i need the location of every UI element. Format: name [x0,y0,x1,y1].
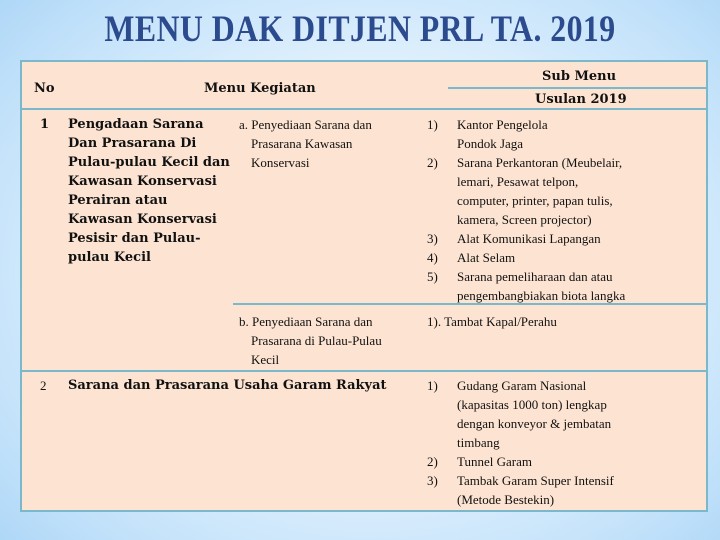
menu-table [20,60,708,512]
item-line: Pondok Jaga [457,136,524,151]
menu-line: Dan Prasarana Di [68,136,197,151]
item-number: 1). [427,314,442,329]
list-item [427,115,707,153]
row-1-sub-b-items [427,312,707,331]
header-menu-kegiatan: Menu Kegiatan [204,81,316,96]
menu-line: Kawasan Konservasi [68,212,217,227]
item-number: 5) [427,269,438,284]
item-line: Alat Komunikasi Lapangan [457,231,601,246]
item-line: Tambat Kapal/Perahu [444,314,557,329]
list-item [427,471,707,509]
item-line: Tambak Garam Super Intensif [457,473,614,488]
list-item [427,153,707,229]
row-2-items [427,376,707,509]
header-divider [22,108,706,110]
list-item [427,376,707,452]
row-1-sub-b [239,312,429,369]
sub-a-line: Prasarana Kawasan [251,136,353,151]
list-item [427,452,707,471]
item-number: 2) [427,155,438,170]
sub-a-line: a. Penyediaan Sarana dan [239,117,372,132]
row-1-menu [68,115,238,267]
item-line: computer, printer, papan tulis, [457,193,613,208]
item-line: Alat Selam [457,250,516,265]
item-number: 4) [427,250,438,265]
menu-line: Pulau-pulau Kecil dan [68,155,230,170]
row-1-sub-a-items [427,115,707,305]
header-sub-menu: Sub Menu [542,69,617,84]
item-number: 3) [427,473,438,488]
menu-line: Pengadaan Sarana [68,117,204,132]
item-line: kamera, Screen projector) [457,212,592,227]
row-1-sub-a [239,115,429,172]
item-number: 3) [427,231,438,246]
item-number: 1) [427,378,438,393]
header-sub-divider [448,87,706,89]
row-2-menu: Sarana dan Prasarana Usaha Garam Rakyat [68,378,387,393]
sub-b-line: b. Penyediaan Sarana dan [239,314,373,329]
menu-line: Perairan atau [68,193,168,208]
item-line: lemari, Pesawat telpon, [457,174,579,189]
sub-b-line: Kecil [251,352,280,367]
item-line: timbang [457,435,500,450]
item-line: (kapasitas 1000 ton) lengkap [457,397,607,412]
item-line: Tunnel Garam [457,454,532,469]
row-1-no: 1 [40,117,50,132]
list-item [427,267,707,305]
item-number: 1) [427,117,438,132]
item-line: pengembangbiakan biota langka [457,288,626,303]
menu-line: pulau Kecil [68,250,151,265]
list-item [427,229,707,248]
row-divider [22,370,706,372]
menu-line: Kawasan Konservasi [68,174,217,189]
page-title: MENU DAK DITJEN PRL TA. 2019 [104,9,616,50]
row-2-no: 2 [40,378,47,393]
item-number: 2) [427,454,438,469]
item-line: dengan konveyor & jembatan [457,416,612,431]
header-no: No [34,81,55,96]
item-line: (Metode Bestekin) [457,492,555,507]
header-usulan: Usulan 2019 [535,92,627,107]
item-line: Gudang Garam Nasional [457,378,587,393]
list-item [427,248,707,267]
item-line: Sarana pemeliharaan dan atau [457,269,613,284]
item-line: Sarana Perkantoran (Meubelair, [457,155,623,170]
sub-b-line: Prasarana di Pulau-Pulau [251,333,382,348]
sub-divider [233,303,706,305]
item-line: Kantor Pengelola [457,117,548,132]
sub-a-line: Konservasi [251,155,310,170]
menu-line: Pesisir dan Pulau- [68,231,201,246]
